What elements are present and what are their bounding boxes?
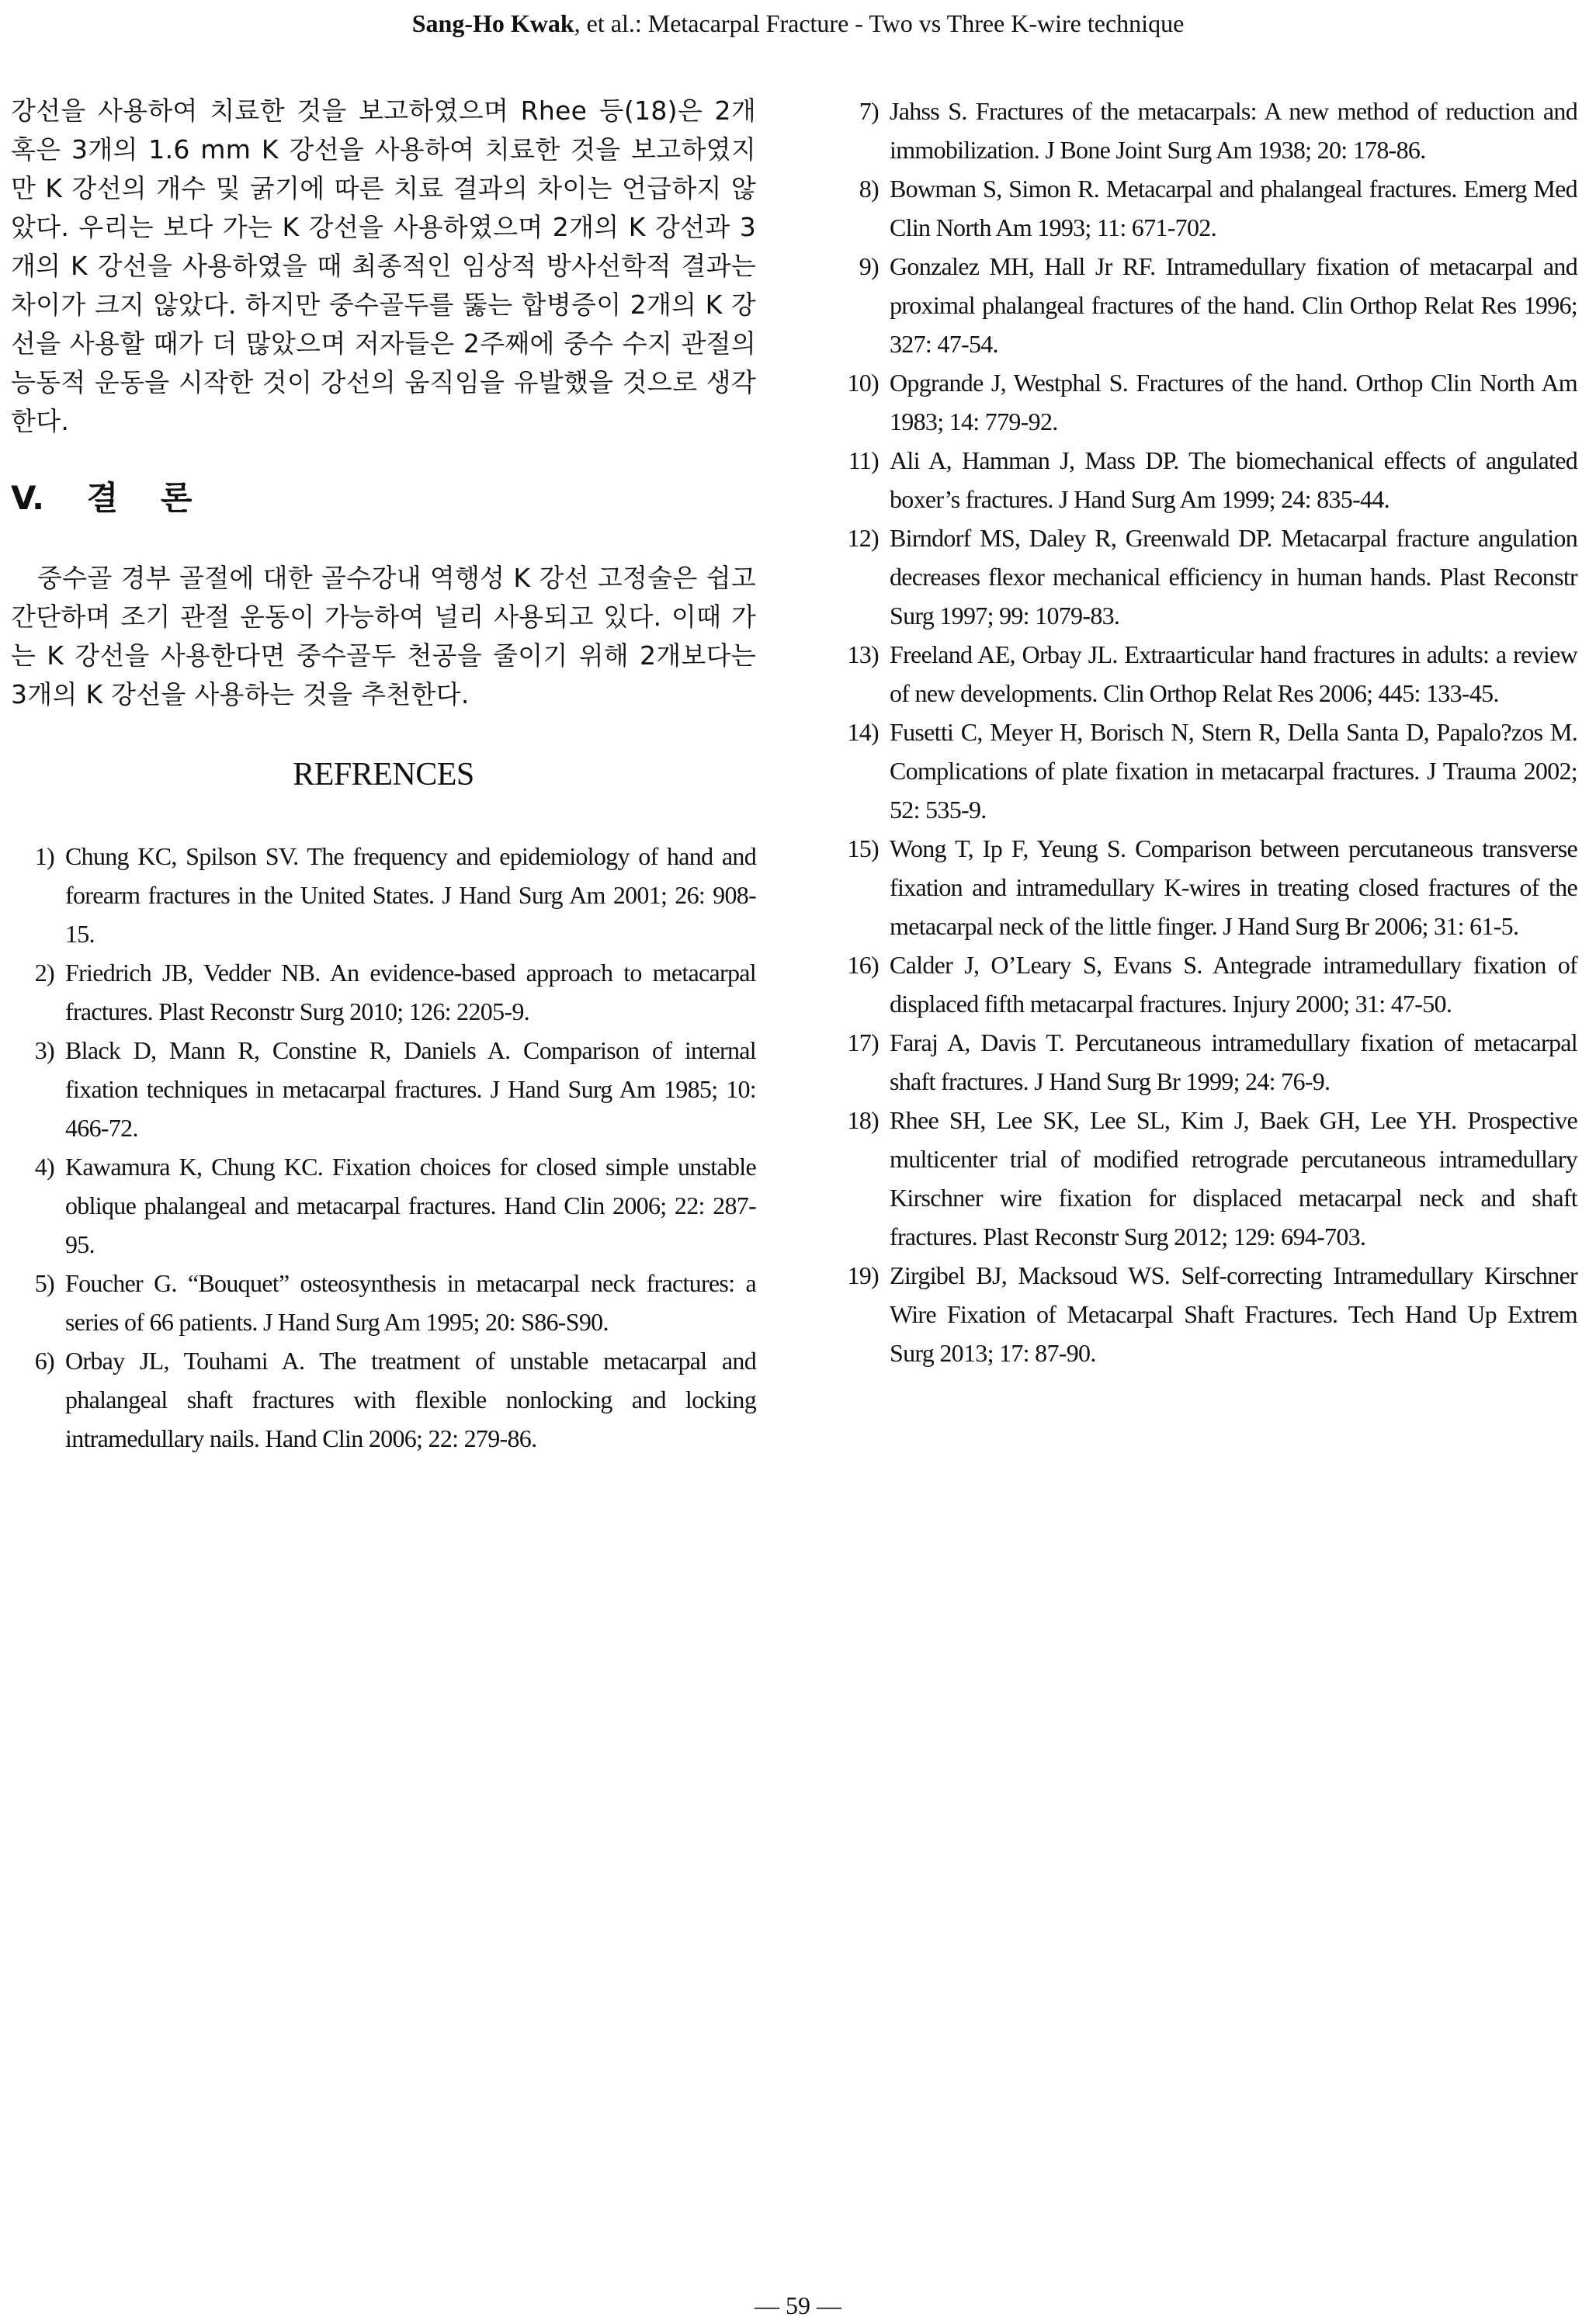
reference-item [827, 519, 1577, 635]
reference-number: 10) [847, 369, 879, 397]
reference-number: 5) [34, 1269, 54, 1297]
reference-text: Jahss S. Fractures of the metacarpals: A new method of reduction and immobilization. J Bone Joint Surg Am 1938; 20: 178-86. [890, 97, 1577, 164]
references-heading: REFRENCES [293, 757, 474, 793]
reference-item [827, 945, 1577, 1023]
reference-item [11, 1147, 756, 1264]
reference-item [827, 169, 1577, 247]
reference-text: Bowman S, Simon R. Metacarpal and phalangeal fractures. Emerg Med Clin North Am 1993; 11: 671-702. [890, 175, 1577, 241]
reference-item [827, 1101, 1577, 1256]
reference-item [827, 1256, 1577, 1372]
conclusion-heading: V. 결 론 [11, 479, 193, 517]
reference-item [11, 837, 756, 953]
reference-item [11, 953, 756, 1031]
reference-text: Black D, Mann R, Constine R, Daniels A. Comparison of internal fixation techniques in metacarpal fractures. J Hand Surg Am 1985; 10: 466-72. [65, 1036, 756, 1142]
left-column [11, 92, 756, 1458]
reference-text: Gonzalez MH, Hall Jr RF. Intramedullary fixation of metacarpal and proximal phalangeal fractures of the hand. Clin Orthop Relat Res 1996; 327: 47-54. [890, 252, 1577, 358]
reference-item [827, 635, 1577, 713]
page-number: — 59 — [755, 2291, 841, 2319]
reference-item [827, 829, 1577, 945]
reference-text: Opgrande J, Westphal S. Fractures of the hand. Orthop Clin North Am 1983; 14: 779-92. [890, 369, 1577, 435]
reference-number: 18) [847, 1106, 879, 1134]
reference-item [827, 363, 1577, 441]
reference-item [11, 1341, 756, 1458]
reference-number: 6) [34, 1347, 54, 1375]
header-author: Sang-Ho Kwak [411, 9, 574, 37]
reference-text: Ali A, Hamman J, Mass DP. The biomechanical effects of angulated boxer’s fractures. J Hand Surg Am 1999; 24: 835-44. [890, 446, 1577, 513]
discussion-paragraph: 강선을 사용하여 치료한 것을 보고하였으며 Rhee 등(18)은 2개 혹은 3개의 1.6 mm K 강선을 사용하여 치료한 것을 보고하였지만 K 강선의 개수 및 굵기에 따른 치료 결과의 차이는 언급하지 않았다. 우리는 보다 가는 K 강선을 사용하였으며 2개의 K 강선과 3개의 K 강선을 사용하였을 때 최종적인 임상적 방사선학적 결과는 차이가 크지 않았다. 하지만 중수골두를 뚫는 합병증이 2개의 K 강선을 사용할 때가 더 많았으며 저자들은 2주째에 중수 수지 관절의 능동적 운동을 시작한 것이 강선의 움직임을 유발했을 것으로 생각한다. [11, 95, 756, 436]
reference-text: Friedrich JB, Vedder NB. An evidence-based approach to metacarpal fractures. Plast Reconstr Surg 2010; 126: 2205-9. [65, 959, 756, 1025]
reference-text: Rhee SH, Lee SK, Lee SL, Kim J, Baek GH, Lee YH. Prospective multicenter trial of modified retrograde percutaneous intramedullary Kirschner wire fixation for displaced metacarpal neck and shaft fractures. Plast Reconstr Surg 2012; 129: 694-703. [890, 1106, 1577, 1250]
reference-number: 4) [34, 1153, 54, 1181]
reference-item [11, 1031, 756, 1147]
right-column [827, 92, 1577, 1372]
reference-number: 15) [847, 834, 879, 862]
conclusion-paragraph: 중수골 경부 골절에 대한 골수강내 역행성 K 강선 고정술은 쉽고 간단하며 조기 관절 운동이 가능하여 널리 사용되고 있다. 이때 가는 K 강선을 사용한다면 중수골두 천공을 줄이기 위해 2개보다는 3개의 K 강선을 사용하는 것을 추천한다. [11, 563, 756, 709]
reference-number: 7) [859, 97, 879, 125]
reference-number: 8) [859, 175, 879, 203]
reference-number: 1) [34, 842, 54, 870]
reference-item [827, 1023, 1577, 1101]
reference-text: Calder J, O’Leary S, Evans S. Antegrade intramedullary fixation of displaced fifth metacarpal fractures. Injury 2000; 31: 47-50. [890, 951, 1577, 1018]
reference-number: 2) [34, 959, 54, 987]
reference-number: 13) [847, 640, 879, 668]
reference-number: 16) [847, 951, 879, 979]
reference-text: Fusetti C, Meyer H, Borisch N, Stern R, Della Santa D, Papalo?zos M. Complications of plate fixation in metacarpal fractures. J Trauma 2002; 52: 535-9. [890, 718, 1577, 824]
reference-text: Birndorf MS, Daley R, Greenwald DP. Metacarpal fracture angulation decreases flexor mechanical efficiency in human hands. Plast Reconstr Surg 1997; 99: 1079-83. [890, 524, 1577, 630]
reference-text: Kawamura K, Chung KC. Fixation choices for closed simple unstable oblique phalangeal and metacarpal fractures. Hand Clin 2006; 22: 287-95. [65, 1153, 756, 1258]
reference-number: 9) [859, 252, 879, 280]
reference-text: Freeland AE, Orbay JL. Extraarticular hand fractures in adults: a review of new developments. Clin Orthop Relat Res 2006; 445: 133-45. [890, 640, 1577, 707]
reference-text: Wong T, Ip F, Yeung S. Comparison between percutaneous transverse fixation and intramedullary K-wires in treating closed fractures of the metacarpal neck of the little finger. J Hand Surg Br 2006; 31: 61-5. [890, 834, 1577, 940]
reference-list-right [827, 92, 1577, 1372]
reference-number: 11) [848, 446, 879, 474]
reference-text: Faraj A, Davis T. Percutaneous intramedullary fixation of metacarpal shaft fractures. J Hand Surg Br 1999; 24: 76-9. [890, 1028, 1577, 1095]
reference-text: Foucher G. “Bouquet” osteosynthesis in metacarpal neck fractures: a series of 66 patients. J Hand Surg Am 1995; 20: S86-S90. [65, 1269, 756, 1336]
reference-number: 14) [847, 718, 879, 746]
reference-text: Orbay JL, Touhami A. The treatment of unstable metacarpal and phalangeal shaft fractures with flexible nonlocking and locking intramedullary nails. Hand Clin 2006; 22: 279-86. [65, 1347, 756, 1452]
reference-number: 19) [847, 1261, 879, 1289]
reference-item [827, 713, 1577, 829]
reference-item [11, 1264, 756, 1341]
reference-number: 17) [847, 1028, 879, 1056]
reference-item [827, 92, 1577, 169]
reference-text: Chung KC, Spilson SV. The frequency and epidemiology of hand and forearm fractures in the United States. J Hand Surg Am 2001; 26: 908-15. [65, 842, 756, 948]
reference-list-left [11, 837, 756, 1458]
header-title: , et al.: Metacarpal Fracture - Two vs Three K-wire technique [574, 9, 1185, 37]
reference-number: 3) [34, 1036, 54, 1064]
reference-number: 12) [847, 524, 879, 552]
reference-text: Zirgibel BJ, Macksoud WS. Self-correcting Intramedullary Kirschner Wire Fixation of Metacarpal Shaft Fractures. Tech Hand Up Extrem Surg 2013; 17: 87-90. [890, 1261, 1577, 1367]
running-header [0, 8, 1596, 39]
reference-item [827, 441, 1577, 519]
reference-item [827, 247, 1577, 363]
